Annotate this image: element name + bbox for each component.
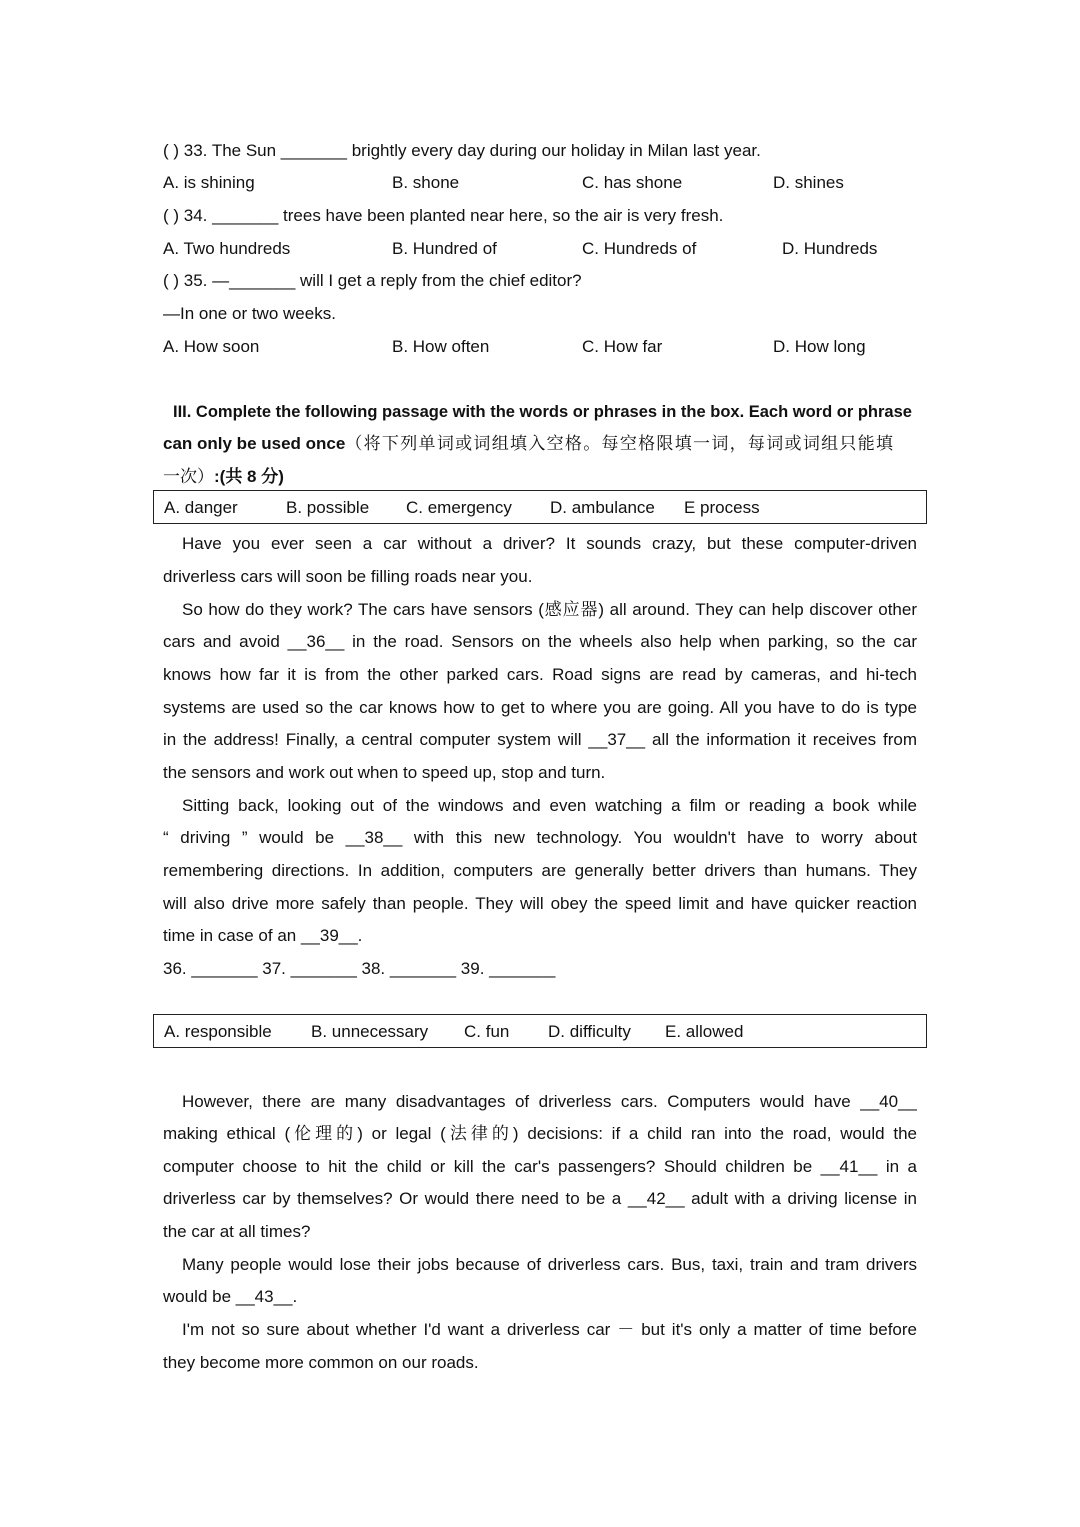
- option-b: B. shone: [392, 173, 460, 192]
- option-a: A. Two hundreds: [163, 239, 291, 258]
- section-heading-line-2: [163, 428, 917, 460]
- passage-1-line: in the address! Finally, a central computer system will __37__ all the information it receives from: [163, 730, 917, 749]
- option-a: A. is shining: [163, 173, 255, 192]
- option-d: D. How long: [773, 337, 866, 356]
- passage-2-line: computer choose to hit the child or kill the car's passengers? Should children be __41__ in a: [163, 1157, 917, 1176]
- passage-1-line: Sitting back, looking out of the windows and even watching a film or reading a book while: [182, 796, 917, 815]
- word-box-item: C. emergency: [406, 498, 512, 517]
- passage-1-line: cars and avoid __36__ in the road. Sensors on the wheels also help when parking, so the car: [163, 632, 917, 651]
- word-box-item: D. difficulty: [548, 1022, 631, 1041]
- option-b: B. Hundred of: [392, 239, 497, 258]
- question-35-answer-line: —In one or two weeks.: [163, 304, 336, 323]
- question-34-options: [163, 233, 917, 265]
- passage-2-line: they become more common on our roads.: [163, 1353, 479, 1372]
- passage-1-line: So how do they work? The cars have sensors (感应器) all around. They can help discover other: [182, 600, 917, 619]
- answer-blanks-36-39: 36. _______ 37. _______ 38. _______ 39. _______: [163, 959, 556, 978]
- heading-chinese-part: （将下列单词或词组填入空格。每空格限填一词，每词或词组只能填: [345, 434, 895, 454]
- passage-1-line: will also drive more safely than people. They will obey the speed limit and have quicker reaction: [163, 894, 917, 913]
- word-box-item: E. allowed: [665, 1022, 744, 1041]
- word-box-2: [153, 1014, 927, 1048]
- word-box-1: [153, 490, 927, 524]
- section-heading-line-1: III. Complete the following passage with the words or phrases in the box. Each word or phrase: [173, 403, 912, 421]
- passage-2-line: the car at all times?: [163, 1222, 311, 1241]
- passage-2-line: would be __43__.: [163, 1287, 298, 1306]
- passage-2-line: I'm not so sure about whether I'd want a driverless car － but it's only a matter of time before: [182, 1320, 917, 1339]
- option-d: D. shines: [773, 173, 844, 192]
- word-box-item: C. fun: [464, 1022, 510, 1041]
- word-box-item: E process: [684, 498, 760, 517]
- passage-1-line: remembering directions. In addition, computers are generally better drivers than humans. They: [163, 861, 917, 880]
- passage-1-line: systems are used so the car knows how to get to where you are going. All you have to do is type: [163, 698, 917, 717]
- passage-1-line: “ driving ” would be __38__ with this new technology. You wouldn't have to worry about: [163, 828, 917, 847]
- heading-score: :(共 8 分): [214, 467, 284, 486]
- passage-2-line: However, there are many disadvantages of driverless cars. Computers would have __40__: [182, 1092, 917, 1111]
- word-box-item: B. unnecessary: [311, 1022, 429, 1041]
- question-35-options: [163, 331, 917, 363]
- question-34-stem: ( ) 34. _______ trees have been planted near here, so the air is very fresh.: [163, 206, 724, 225]
- word-box-item: A. responsible: [164, 1022, 272, 1041]
- question-33-options: [163, 167, 917, 199]
- option-d: D. Hundreds: [782, 239, 878, 258]
- heading-chinese-end: 一次）: [163, 467, 214, 487]
- option-c: C. How far: [582, 337, 663, 356]
- option-a: A. How soon: [163, 337, 260, 356]
- word-box-item: B. possible: [286, 498, 370, 517]
- word-box-item: A. danger: [164, 498, 238, 517]
- passage-2-line: Many people would lose their jobs because of driverless cars. Bus, taxi, train and tram drivers: [182, 1255, 917, 1274]
- passage-1-line: Have you ever seen a car without a driver? It sounds crazy, but these computer-driven: [182, 534, 917, 553]
- option-c: C. has shone: [582, 173, 683, 192]
- section-heading-line-3: [163, 461, 917, 493]
- passage-1-line: knows how far it is from the other parked cars. Road signs are read by cameras, and hi-tech: [163, 665, 917, 684]
- passage-1-line: driverless cars will soon be filling roads near you.: [163, 567, 533, 586]
- word-box-item: D. ambulance: [550, 498, 655, 517]
- option-b: B. How often: [392, 337, 490, 356]
- option-c: C. Hundreds of: [582, 239, 697, 258]
- heading-bold-part: can only be used once: [163, 434, 346, 453]
- question-33-stem: ( ) 33. The Sun _______ brightly every day during our holiday in Milan last year.: [163, 141, 761, 160]
- passage-2-line: making ethical (伦理的) or legal (法律的) decisions: if a child ran into the road, would the: [163, 1124, 917, 1143]
- passage-1-line: the sensors and work out when to speed up, stop and turn.: [163, 763, 606, 782]
- question-35-stem: ( ) 35. —_______ will I get a reply from the chief editor?: [163, 271, 582, 290]
- passage-2-line: driverless car by themselves? Or would there need to be a __42__ adult with a driving license in: [163, 1189, 917, 1208]
- passage-1-line: time in case of an __39__.: [163, 926, 363, 945]
